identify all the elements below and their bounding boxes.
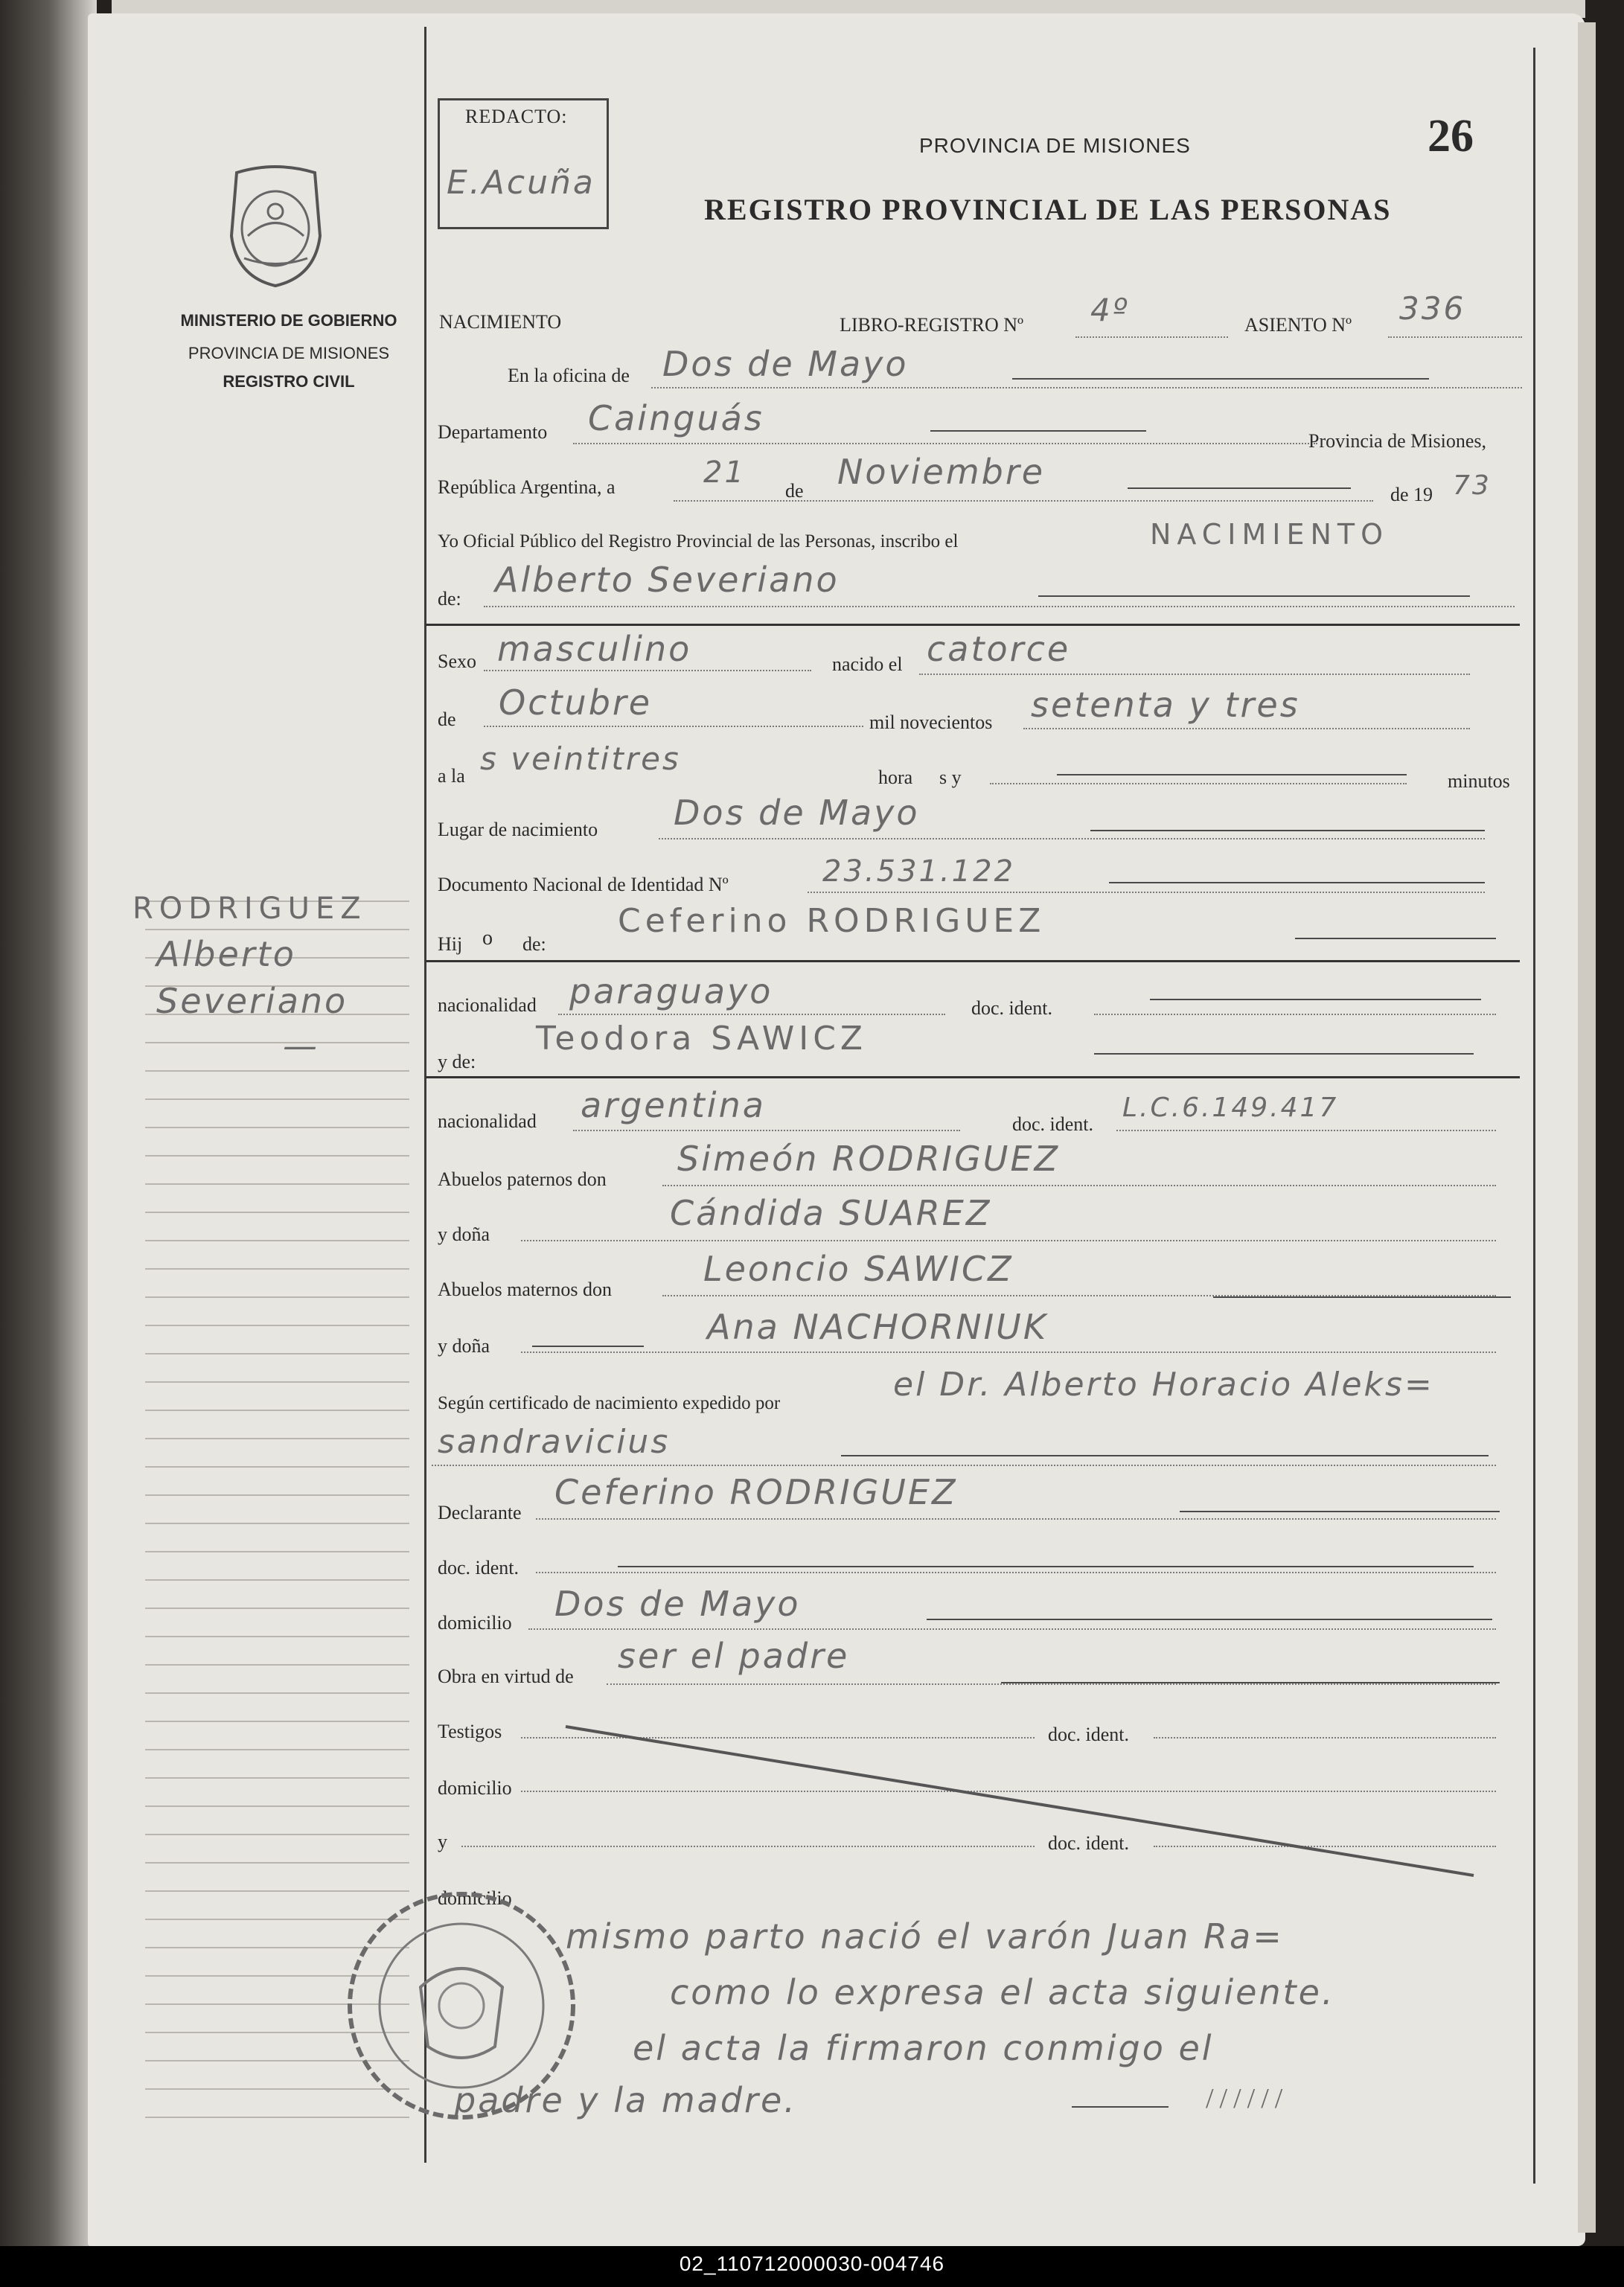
dni-label: Documento Nacional de Identidad Nº <box>438 874 729 895</box>
departamento-line <box>573 443 1317 444</box>
page-number: 26 <box>1428 111 1474 161</box>
margin-note-surname: RODRIGUEZ <box>132 892 367 926</box>
departamento-strike <box>930 430 1146 432</box>
ledger-line <box>145 1862 409 1864</box>
testigo2-label: y <box>438 1831 447 1852</box>
anio-value: 73 <box>1453 470 1492 501</box>
ledger-line <box>145 1636 409 1637</box>
margin-note-second-name: Severiano <box>156 981 348 1021</box>
sexo-label: Sexo <box>438 650 476 672</box>
ledger-line <box>145 1692 409 1694</box>
abuelos-mat-label: Abuelos maternos don <box>438 1279 612 1300</box>
section-divider-2 <box>426 960 1520 962</box>
abuelo-mat-value: Leoncio SAWICZ <box>703 1249 1014 1289</box>
minutos-line <box>990 783 1407 784</box>
coat-of-arms-seal <box>222 165 330 288</box>
docident2-label: doc. ident. <box>438 1557 520 1578</box>
testigo2-docident-label: doc. ident. <box>1048 1832 1130 1854</box>
redacto-signature: E.Acuña <box>447 164 595 202</box>
libro-dotline <box>1075 336 1228 338</box>
dni-value: 23.531.122 <box>822 854 1016 889</box>
ledger-line <box>145 1212 409 1213</box>
padre-doc-line <box>1094 1014 1496 1015</box>
ledger-line <box>145 1805 409 1807</box>
nombre-line <box>484 606 1515 607</box>
madre-nac-value: argentina <box>581 1085 766 1125</box>
hijo-label: Hij <box>438 933 463 955</box>
lugar-label: Lugar de nacimiento <box>438 819 598 840</box>
ledger-line <box>145 1353 409 1354</box>
abuela-pat-label: y doña <box>438 1224 490 1245</box>
ledger-line <box>145 1070 409 1072</box>
ledger-line <box>145 1155 409 1157</box>
declarante-line <box>536 1518 1496 1520</box>
y-label: s y <box>939 767 962 788</box>
abuelos-pat-label: Abuelos paternos don <box>438 1168 607 1190</box>
sexo-line <box>484 670 811 671</box>
dia-value: 21 <box>703 455 746 490</box>
domicilio-strike <box>927 1619 1492 1620</box>
certificado-value-line2: sandravicius <box>438 1423 671 1461</box>
domicilio-value: Dos de Mayo <box>554 1584 801 1624</box>
ledger-line <box>145 1834 409 1835</box>
republica-label: República Argentina, a <box>438 476 616 498</box>
obra-label: Obra en virtud de <box>438 1666 574 1687</box>
note-line-4: padre y la madre. <box>454 2080 797 2120</box>
section-divider-1 <box>426 624 1520 626</box>
docident2-strike <box>618 1566 1474 1567</box>
padre-nac-line <box>558 1014 945 1015</box>
ledger-line <box>145 1438 409 1439</box>
header-province: PROVINCIA DE MISIONES <box>919 134 1191 157</box>
nombre-strike <box>1038 595 1470 597</box>
abuela-mat-label: y doña <box>438 1335 490 1357</box>
ledger-line <box>145 1749 409 1750</box>
minutos-strike <box>1057 774 1407 775</box>
certificado-value-line1: el Dr. Alberto Horacio Aleks= <box>893 1366 1434 1404</box>
hijo-de-label: de: <box>522 933 546 955</box>
official-round-stamp <box>324 1868 607 2158</box>
frame-right-rule <box>1533 48 1535 2184</box>
mil-label: mil novecientos <box>869 711 993 733</box>
padre-doc-strike <box>1150 999 1481 1000</box>
mes-nac-label: de <box>438 709 456 730</box>
docident2-line <box>536 1572 1496 1573</box>
certificado-line <box>432 1465 1496 1466</box>
nombre-label: de: <box>438 588 461 610</box>
padre-nac-label: nacionalidad <box>438 994 537 1016</box>
ministry-heading: MINISTERIO DE GOBIERNO <box>180 311 397 330</box>
note-dash <box>1072 2106 1169 2108</box>
scan-file-id: 02_110712000030-004746 <box>679 2252 945 2275</box>
note-line-3: el acta la firmaron conmigo el <box>633 2028 1214 2068</box>
departamento-value: Cainguás <box>588 398 764 438</box>
de-label: de <box>785 480 804 502</box>
madre-nac-label: nacionalidad <box>438 1110 537 1132</box>
note-line-1: mismo parto nació el varón Juan Ra= <box>566 1916 1284 1957</box>
margin-note-first-name: Alberto <box>156 934 296 974</box>
redacto-label: REDACTO: <box>465 106 568 127</box>
ledger-line <box>145 1494 409 1496</box>
provincia-suffix: Provincia de Misiones, <box>1308 430 1487 452</box>
hijo-suffix: o <box>482 927 493 950</box>
asiento-value: 336 <box>1399 290 1466 327</box>
ledger-line <box>145 1127 409 1128</box>
anio-nac-value: setenta y tres <box>1031 685 1300 725</box>
nombre-value: Alberto Severiano <box>495 560 840 600</box>
ledger-line <box>145 1268 409 1270</box>
nacido-value: catorce <box>927 629 1071 669</box>
madre-docident-label: doc. ident. <box>1012 1113 1094 1135</box>
nacido-label: nacido el <box>832 653 903 675</box>
testigo2-domicilio-label: domicilio <box>438 1887 512 1909</box>
ledger-line <box>145 1240 409 1241</box>
section-divider-3 <box>426 1076 1520 1078</box>
abuela-mat-dash <box>532 1346 644 1347</box>
declarante-value: Ceferino RODRIGUEZ <box>554 1472 958 1512</box>
ledger-line <box>145 1183 409 1185</box>
oficina-line <box>651 387 1522 388</box>
declarante-label: Declarante <box>438 1502 522 1523</box>
inscribo-value: NACIMIENTO <box>1150 518 1390 551</box>
ledger-line <box>145 1410 409 1411</box>
ledger-line <box>145 1777 409 1779</box>
lugar-strike <box>1090 830 1485 831</box>
ledger-line <box>145 1098 409 1100</box>
oficina-value: Dos de Mayo <box>662 344 909 384</box>
anio-prefix: de 19 <box>1390 484 1433 505</box>
madre-doc-line <box>1116 1130 1496 1131</box>
domicilio-line <box>528 1628 1496 1630</box>
note-line-2: como lo expresa el acta siguiente. <box>670 1972 1335 2012</box>
margin-note-dash: — <box>283 1026 319 1066</box>
sexo-value: masculino <box>497 629 692 669</box>
abuela-pat-value: Cándida SUAREZ <box>670 1193 992 1233</box>
page-stack-edge <box>1578 22 1596 2233</box>
departamento-label: Departamento <box>438 421 548 443</box>
madre-strike <box>1094 1053 1474 1055</box>
hora-value: s veintitres <box>480 741 681 777</box>
fecha-line <box>674 500 1373 502</box>
ledger-line <box>145 1325 409 1326</box>
dni-strike <box>1109 882 1485 883</box>
mes-nac-line <box>484 726 863 727</box>
domicilio-label: domicilio <box>438 1612 512 1634</box>
document-title: REGISTRO PROVINCIAL DE LAS PERSONAS <box>704 193 1392 226</box>
madre-value: Teodora SAWICZ <box>536 1020 868 1058</box>
registry-heading: REGISTRO CIVIL <box>223 372 355 391</box>
oficina-strike <box>1012 378 1429 380</box>
ledger-line <box>145 1466 409 1468</box>
ledger-line <box>145 1608 409 1609</box>
ledger-line <box>145 1042 409 1043</box>
libro-value: 4º <box>1090 292 1130 328</box>
book-spine <box>0 0 97 2287</box>
abuela-mat-line <box>521 1352 1496 1353</box>
asiento-label: ASIENTO Nº <box>1244 314 1352 336</box>
frame-left-rule <box>424 27 426 2163</box>
ledger-line <box>145 1721 409 1722</box>
abuela-pat-line <box>521 1240 1496 1241</box>
declarante-strike <box>1180 1511 1500 1512</box>
lugar-value: Dos de Mayo <box>674 793 920 833</box>
abuelo-pat-value: Simeón RODRIGUEZ <box>677 1139 1061 1179</box>
asiento-dotline <box>1388 336 1522 338</box>
madre-label: y de: <box>438 1051 476 1072</box>
oficial-statement: Yo Oficial Público del Registro Provincial de las Personas, inscribo el <box>438 531 959 551</box>
testigos-docident-label: doc. ident. <box>1048 1724 1130 1745</box>
padre-docident-label: doc. ident. <box>971 997 1053 1019</box>
obra-value: ser el padre <box>618 1636 850 1676</box>
madre-nac-line <box>573 1130 960 1131</box>
abuela-mat-value: Ana NACHORNIUK <box>707 1307 1048 1347</box>
anio-nac-line <box>1023 728 1470 729</box>
ledger-line <box>145 1551 409 1552</box>
abuelo-mat-strike <box>1213 1296 1511 1298</box>
dni-line <box>808 892 1485 893</box>
oficina-label: En la oficina de <box>508 365 630 386</box>
note-closing-marks: ////// <box>1206 2083 1289 2114</box>
certificado-label: Según certificado de nacimiento expedido por <box>438 1393 781 1413</box>
ledger-line <box>145 929 409 930</box>
ledger-line <box>145 1664 409 1666</box>
mes-nac-value: Octubre <box>499 682 653 723</box>
province-heading: PROVINCIA DE MISIONES <box>188 344 390 362</box>
hora-label: hora <box>878 767 913 788</box>
madre-doc-value: L.C.6.149.417 <box>1122 1093 1339 1123</box>
libro-label: LIBRO-REGISTRO Nº <box>840 314 1024 336</box>
ledger-line <box>145 1296 409 1298</box>
witness-cancel-stroke <box>551 1712 1489 1890</box>
ledger-line <box>145 1523 409 1524</box>
testigos-label: Testigos <box>438 1721 502 1742</box>
mes-value: Noviembre <box>837 452 1046 492</box>
padre-nac-value: paraguayo <box>569 971 773 1011</box>
minutos-label: minutos <box>1448 770 1510 792</box>
ala-label: a la <box>438 765 465 787</box>
ledger-line <box>145 1579 409 1581</box>
nacido-line <box>919 674 1470 675</box>
obra-line <box>607 1683 1496 1685</box>
padre-value: Ceferino RODRIGUEZ <box>618 902 1046 940</box>
obra-strike <box>1001 1682 1500 1683</box>
certificado-strike <box>841 1455 1489 1456</box>
abuelo-pat-line <box>662 1185 1496 1186</box>
testigo-domicilio-label: domicilio <box>438 1777 512 1799</box>
lugar-line <box>659 838 1485 839</box>
fecha-strike <box>1128 487 1351 489</box>
ledger-line <box>145 1381 409 1383</box>
record-type: NACIMIENTO <box>439 311 562 333</box>
padre-strike <box>1295 938 1496 939</box>
